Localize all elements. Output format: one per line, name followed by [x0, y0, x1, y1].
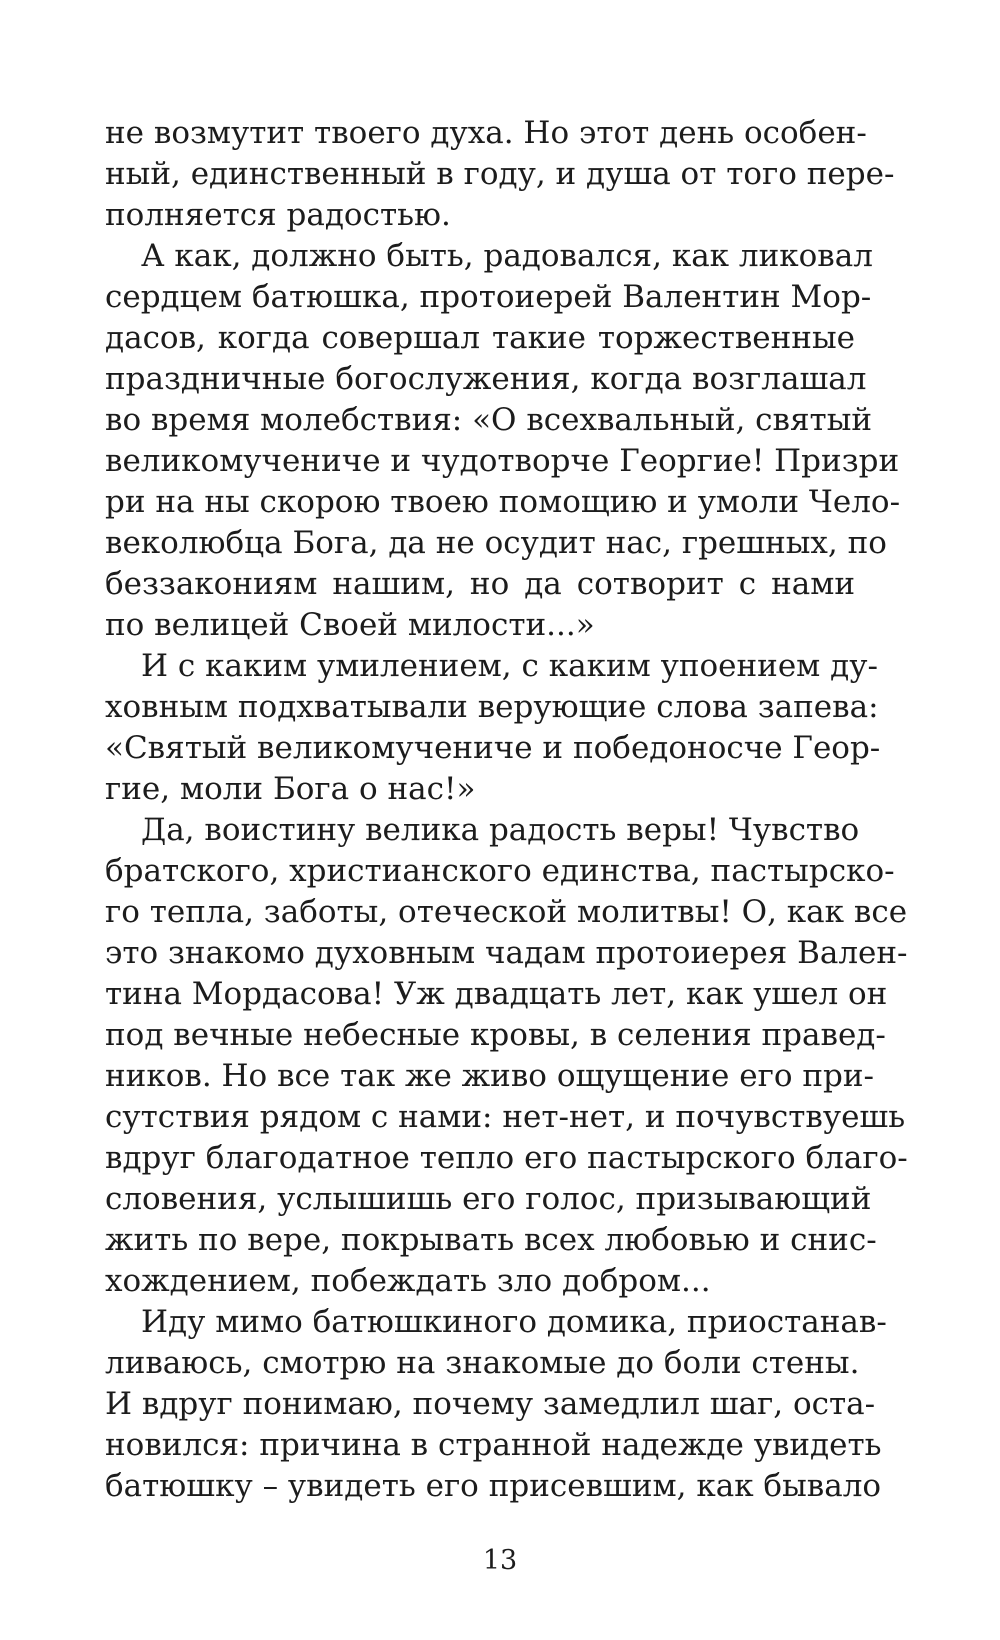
- text-line: ников. Но все так же живо ощущение его при-: [105, 1058, 874, 1094]
- text-line: гие, моли Бога о нас!»: [105, 771, 476, 807]
- text-line: дасов, когда совершал такие торжественные: [105, 320, 855, 356]
- text-line: братского, христианского единства, пастырско-: [105, 853, 895, 889]
- paragraph: [105, 113, 895, 236]
- text-line: во время молебствия: «О всехвальный, святый: [105, 402, 873, 438]
- body-text: [105, 113, 908, 1507]
- text-line: Иду мимо батюшкиного домика, приостанав-: [141, 1304, 887, 1340]
- text-line: не возмутит твоего духа. Но этот день особен-: [105, 115, 867, 151]
- text-line: тина Мордасова! Уж двадцать лет, как ушел он: [105, 976, 888, 1012]
- text-line: праздничные богослужения, когда возглашал: [105, 361, 867, 397]
- text-line: «Святый великомучениче и победоносче Геор-: [105, 730, 881, 766]
- text-line: словения, услышишь его голос, призывающий: [105, 1181, 872, 1217]
- text-line: полняется радостью.: [105, 197, 451, 233]
- text-line: го тепла, заботы, отеческой молитвы! О, как все: [105, 894, 908, 930]
- text-line: сутствия рядом с нами: нет-нет, и почувствуешь: [105, 1099, 906, 1135]
- text-line: по велицей Своей милости...»: [105, 607, 595, 643]
- text-line: жить по вере, покрывать всех любовью и снис-: [105, 1222, 877, 1258]
- paragraph: [105, 236, 901, 646]
- text-line: под вечные небесные кровы, в селения правед-: [105, 1017, 886, 1053]
- text-line: ховным подхватывали верующие слова запева:: [105, 689, 879, 725]
- text-line: новился: причина в странной надежде увидеть: [105, 1427, 882, 1463]
- paragraph: [105, 810, 908, 1302]
- text-line: Да, воистину велика радость веры! Чувство: [141, 812, 860, 848]
- text-line: батюшку – увидеть его присевшим, как бывало: [105, 1468, 882, 1504]
- text-line: А как, должно быть, радовался, как ликовал: [141, 238, 873, 274]
- text-line: это знакомо духовным чадам протоиерея Вален-: [105, 935, 908, 971]
- text-line: вдруг благодатное тепло его пастырского благо-: [105, 1140, 908, 1176]
- text-line: беззакониям нашим, но да сотворит с нами: [105, 566, 855, 602]
- page-number: 13: [482, 1545, 518, 1576]
- text-line: великомучениче и чудотворче Георгие! Призри: [105, 443, 900, 479]
- paragraph: [105, 646, 881, 810]
- text-line: ри на ны скорою твоею помощию и умоли Чело-: [105, 484, 901, 520]
- text-line: хождением, побеждать зло добром...: [105, 1263, 711, 1299]
- text-line: сердцем батюшка, протоиерей Валентин Мор-: [105, 279, 872, 315]
- paragraph: [105, 1302, 887, 1507]
- text-line: ный, единственный в году, и душа от того пере-: [105, 156, 895, 192]
- text-line: ливаюсь, смотрю на знакомые до боли стены.: [105, 1345, 860, 1381]
- text-line: И вдруг понимаю, почему замедлил шаг, оста-: [105, 1386, 876, 1422]
- text-line: И с каким умилением, с каким упоением ду-: [141, 648, 878, 684]
- text-line: веколюбца Бога, да не осудит нас, грешных, по: [105, 525, 887, 561]
